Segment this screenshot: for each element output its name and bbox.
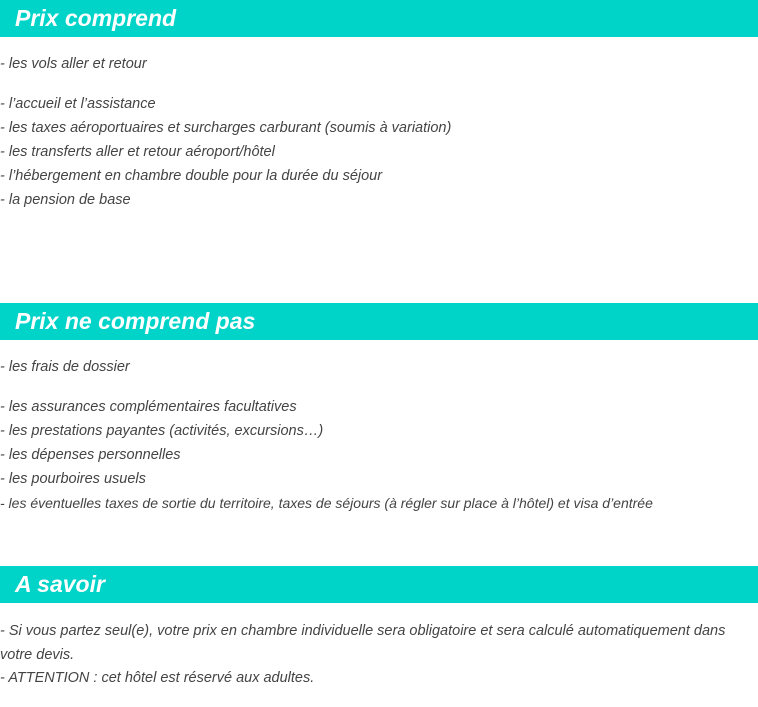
list-item: - les pourboires usuels bbox=[0, 471, 146, 487]
list-item: - les éventuelles taxes de sortie du territoire, taxes de séjours (à régler sur place à l’hôtel) et visa d’entrée bbox=[0, 495, 653, 511]
section-header-prix-ne-comprend-pas bbox=[0, 303, 758, 340]
warning-note: - ATTENTION : cet hôtel est réservé aux adultes. bbox=[0, 670, 315, 686]
section-header-a-savoir bbox=[0, 566, 758, 603]
list-item: - les assurances complémentaires facultatives bbox=[0, 399, 297, 415]
list-item: - les vols aller et retour bbox=[0, 56, 147, 72]
list-item: - les transferts aller et retour aéroport/hôtel bbox=[0, 144, 275, 160]
list-item: - la pension de base bbox=[0, 192, 131, 208]
list-item: - l’hébergement en chambre double pour la durée du séjour bbox=[0, 168, 383, 184]
section-title: Prix ne comprend pas bbox=[15, 308, 256, 334]
list-item: - les dépenses personnelles bbox=[0, 447, 181, 463]
list-item: - les taxes aéroportuaires et surcharges carburant (soumis à variation) bbox=[0, 120, 452, 136]
section-title: Prix comprend bbox=[15, 5, 177, 31]
list-item: - les frais de dossier bbox=[0, 359, 130, 375]
info-paragraph: - Si vous partez seul(e), votre prix en chambre individuelle sera obligatoire et sera calculé automatiquement dans votre devis. bbox=[0, 623, 726, 663]
section-title: A savoir bbox=[15, 571, 105, 597]
section-header-prix-comprend bbox=[0, 0, 758, 37]
list-item: - les prestations payantes (activités, excursions…) bbox=[0, 423, 324, 439]
list-item: - l’accueil et l’assistance bbox=[0, 96, 156, 112]
